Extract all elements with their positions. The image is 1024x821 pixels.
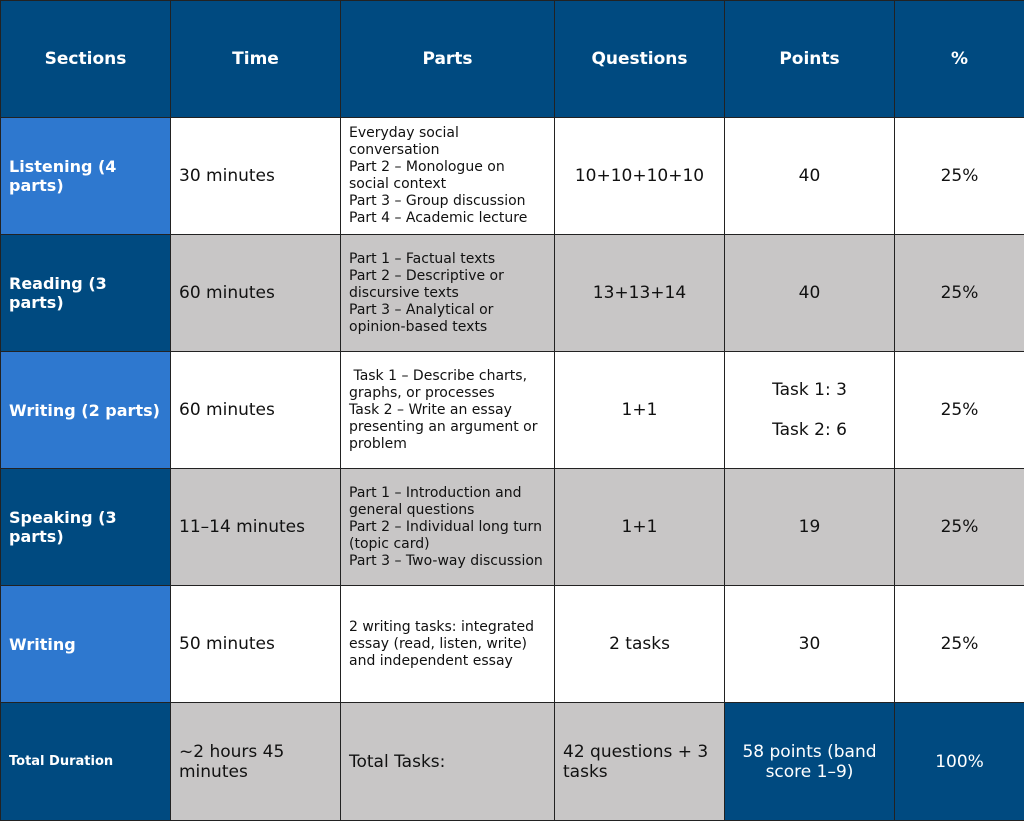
total-row	[1, 703, 1024, 821]
header-sections: Sections	[1, 1, 171, 118]
section-cell: Writing (2 parts)	[1, 352, 171, 469]
table-row	[1, 118, 1024, 235]
header-percent: %	[895, 1, 1024, 118]
questions-cell: 10+10+10+10	[555, 118, 725, 235]
points-cell	[725, 352, 895, 469]
points-gap	[733, 400, 886, 420]
table-row	[1, 469, 1024, 586]
part-line: Part 3 – Group discussion	[349, 193, 546, 210]
part-line: Part 1 – Introduction and general questions	[349, 485, 546, 519]
points-line: Task 2: 6	[733, 420, 886, 440]
total-points-cell: 58 points (band score 1–9)	[725, 703, 895, 821]
total-percent-cell: 100%	[895, 703, 1024, 821]
part-line: Part 2 – Monologue on social context	[349, 159, 546, 193]
points-line: Task 1: 3	[733, 380, 886, 400]
parts-cell	[341, 586, 555, 703]
time-cell: 60 minutes	[171, 352, 341, 469]
total-questions-cell: 42 questions + 3 tasks	[555, 703, 725, 821]
part-line: Task 1 – Describe charts, graphs, or processes	[349, 368, 546, 402]
header-time: Time	[171, 1, 341, 118]
points-cell: 40	[725, 235, 895, 352]
table-row	[1, 586, 1024, 703]
time-cell: 30 minutes	[171, 118, 341, 235]
part-line: Part 1 – Factual texts	[349, 251, 546, 268]
part-line: Part 3 – Two-way discussion	[349, 553, 546, 570]
section-cell: Writing	[1, 586, 171, 703]
percent-cell: 25%	[895, 352, 1024, 469]
percent-cell: 25%	[895, 118, 1024, 235]
table-header-row	[1, 1, 1024, 118]
parts-cell	[341, 469, 555, 586]
questions-cell: 1+1	[555, 469, 725, 586]
table-row	[1, 352, 1024, 469]
part-line: Task 2 – Write an essay presenting an argument or problem	[349, 402, 546, 453]
part-line: Everyday social conversation	[349, 125, 546, 159]
section-cell: Reading (3 parts)	[1, 235, 171, 352]
header-questions: Questions	[555, 1, 725, 118]
points-cell: 19	[725, 469, 895, 586]
questions-cell: 1+1	[555, 352, 725, 469]
points-cell: 30	[725, 586, 895, 703]
percent-cell: 25%	[895, 469, 1024, 586]
total-duration-label: Total Duration	[1, 703, 171, 821]
section-cell: Speaking (3 parts)	[1, 469, 171, 586]
part-line: 2 writing tasks: integrated essay (read, listen, write) and independent essay	[349, 619, 546, 670]
percent-cell: 25%	[895, 235, 1024, 352]
parts-cell	[341, 235, 555, 352]
time-cell: 11–14 minutes	[171, 469, 341, 586]
questions-cell: 2 tasks	[555, 586, 725, 703]
points-cell: 40	[725, 118, 895, 235]
total-parts-cell: Total Tasks:	[341, 703, 555, 821]
questions-cell: 13+13+14	[555, 235, 725, 352]
part-line: Part 2 – Individual long turn (topic card)	[349, 519, 546, 553]
header-parts: Parts	[341, 1, 555, 118]
section-cell: Listening (4 parts)	[1, 118, 171, 235]
total-time-cell: ~2 hours 45 minutes	[171, 703, 341, 821]
time-cell: 60 minutes	[171, 235, 341, 352]
time-cell: 50 minutes	[171, 586, 341, 703]
header-points: Points	[725, 1, 895, 118]
percent-cell: 25%	[895, 586, 1024, 703]
table-row	[1, 235, 1024, 352]
part-line: Part 2 – Descriptive or discursive texts	[349, 268, 546, 302]
part-line: Part 4 – Academic lecture	[349, 210, 546, 227]
part-line: Part 3 – Analytical or opinion-based texts	[349, 302, 546, 336]
parts-cell	[341, 352, 555, 469]
parts-cell	[341, 118, 555, 235]
